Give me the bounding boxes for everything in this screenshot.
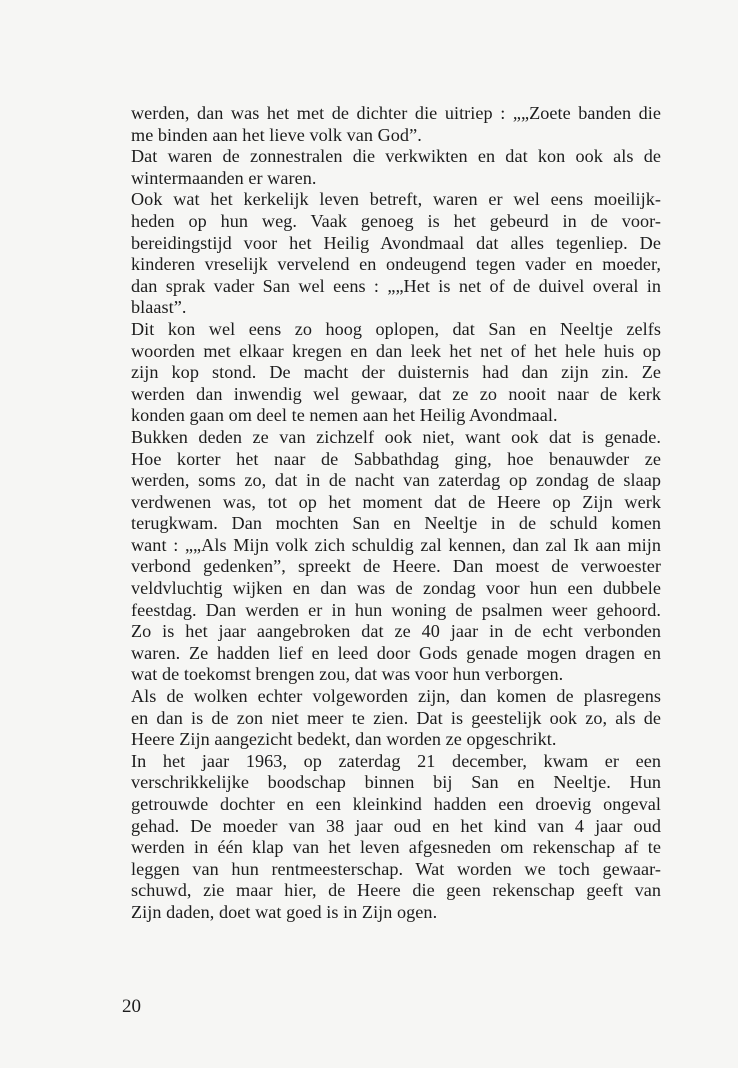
text-line: schuwd, zie maar hier, de Heere die geen rekenschap geeft van	[131, 880, 661, 901]
text-line: terugkwam. Dan mochten San en Neeltje in de schuld komen	[131, 513, 661, 534]
text-line: leggen van hun rentmeesterschap. Wat worden we toch gewaar-	[131, 858, 661, 879]
text-line: Hoe korter het naar de Sabbathdag ging, hoe benauwder ze	[131, 448, 661, 469]
text-line: Zo is het jaar aangebroken dat ze 40 jaar in de echt verbonden	[131, 621, 661, 642]
text-line: werden dan inwendig wel gewaar, dat ze zo nooit naar de kerk	[131, 383, 661, 404]
text-line: dan sprak vader San wel eens : „„Het is net of de duivel overal in	[131, 275, 661, 296]
text-line: konden gaan om deel te nemen aan het Heilig Avondmaal.	[131, 405, 558, 426]
text-line: verschrikkelijke boodschap binnen bij San en Neeltje. Hun	[131, 772, 661, 793]
page-number: 20	[122, 996, 141, 1017]
text-line: Ook wat het kerkelijk leven betreft, waren er wel eens moeilijk-	[131, 189, 661, 210]
text-line: me binden aan het lieve volk van God”.	[131, 124, 422, 145]
text-line: werden in één klap van het leven afgesneden om rekenschap af te	[131, 837, 661, 858]
text-line: Bukken deden ze van zichzelf ook niet, want ook dat is genade.	[131, 426, 661, 447]
text-line: gehad. De moeder van 38 jaar oud en het kind van 4 jaar oud	[131, 815, 661, 836]
text-line: heden op hun weg. Vaak genoeg is het gebeurd in de voor-	[131, 210, 661, 231]
text-line: Dit kon wel eens zo hoog oplopen, dat San en Neeltje zelfs	[131, 318, 661, 339]
text-line: zijn kop stond. De macht der duisternis had dan zijn zin. Ze	[131, 362, 661, 383]
text-line: wat de toekomst brengen zou, dat was voor hun verborgen.	[131, 664, 564, 685]
text-line: en dan is de zon niet meer te zien. Dat is geestelijk ook zo, als de	[131, 707, 661, 728]
text-line: feestdag. Dan werden er in hun woning de psalmen weer gehoord.	[131, 599, 661, 620]
text-line: waren. Ze hadden lief en leed door Gods genade mogen dragen en	[131, 642, 661, 663]
text-line: Als de wolken echter volgeworden zijn, dan komen de plasregens	[131, 686, 661, 707]
text-line: werden, dan was het met de dichter die uitriep : „„Zoete banden die	[131, 103, 661, 123]
text-line: Heere Zijn aangezicht bedekt, dan worden ze opgeschrikt.	[131, 729, 557, 750]
text-line: kinderen vreselijk vervelend en ondeugend tegen vader en moeder,	[131, 254, 661, 275]
text-line: blaast”.	[131, 297, 187, 318]
text-line: verbond gedenken”, spreekt de Heere. Dan moest de verwoester	[131, 556, 661, 577]
text-line: Zijn daden, doet wat goed is in Zijn ogen.	[131, 901, 438, 922]
text-line: werden, soms zo, dat in de nacht van zaterdag op zondag de slaap	[131, 470, 661, 491]
text-line: getrouwde dochter en een kleinkind hadden een droevig ongeval	[131, 794, 661, 814]
text-line: bereidingstijd voor het Heilig Avondmaal dat alles tegenliep. De	[131, 232, 661, 253]
text-line: In het jaar 1963, op zaterdag 21 december, kwam er een	[131, 750, 661, 771]
text-line: verdwenen was, tot op het moment dat de Heere op Zijn werk	[131, 491, 661, 512]
text-line: want : „„Als Mijn volk zich schuldig zal kennen, dan zal Ik aan mijn	[131, 534, 661, 555]
text-line: woorden met elkaar kregen en dan leek het net of het hele huis op	[131, 340, 661, 361]
body-text	[131, 103, 661, 924]
text-line: Dat waren de zonnestralen die verkwikten en dat kon ook als de	[131, 146, 661, 167]
text-line: wintermaanden er waren.	[131, 167, 317, 188]
text-line: veldvluchtig wijken en dan was de zondag voor hun een dubbele	[131, 578, 661, 599]
